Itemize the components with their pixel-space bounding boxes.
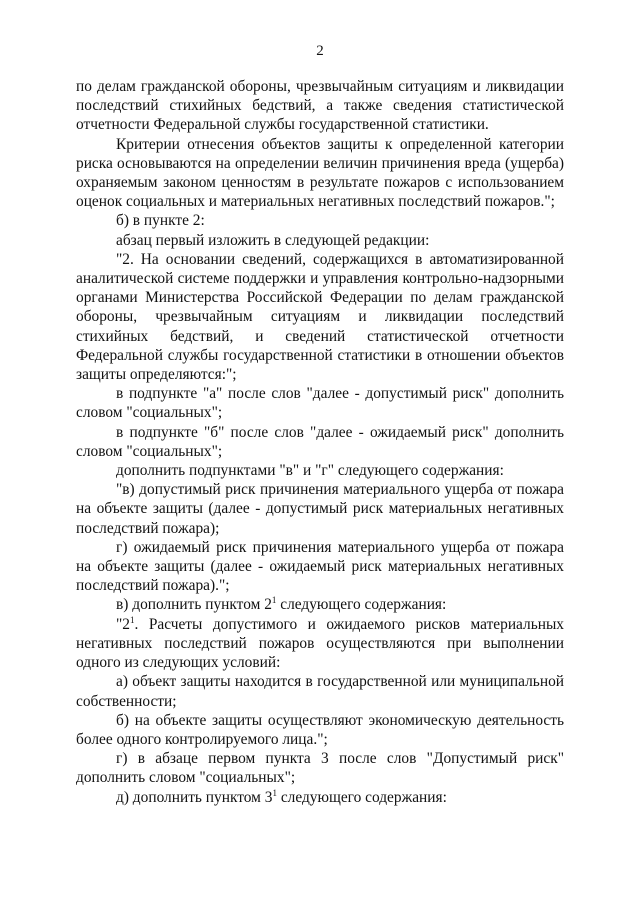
paragraph: д) дополнить пунктом $3^1$ следующего содержания: (116, 787, 447, 806)
paragraph: "2. На основании сведений, содержащихся в автоматизированной аналитической системе поддержки и управления контрольно-надзорными органами Министерства Российской Федерации по делам гражданской обороны, чрезвычайным ситуациям и ликвидации последствий стихийных бедствий, и сведений статистической отчетности Федеральной службы государственной статистики в отношении объектов защиты определяются:"; (76, 250, 564, 384)
paragraph: по делам гражданской обороны, чрезвычайным ситуациям и ликвидации последствий стихийных бедствий, а также сведения статистической отчетности Федеральной службы государственной статистики. (76, 78, 564, 134)
paragraph: б) на объекте защиты осуществляют экономическую деятельность более одного контролируемого лица."; (76, 711, 564, 748)
paragraph: а) объект защиты находится в государственной или муниципальной собственности; (76, 673, 564, 710)
paragraph: г) в абзаце первом пункта 3 после слов "Допустимый риск" дополнить словом "социальных"; (76, 750, 564, 787)
superscript: 1 (271, 595, 277, 606)
paragraph: г) ожидаемый риск причинения материального ущерба от пожара на объекте защиты (далее - ожидаемый риск материальных негативных последствий пожара)."; (76, 538, 564, 595)
superscript: 1 (129, 614, 135, 625)
paragraph: в) дополнить пунктом $2^1$ следующего содержания: (116, 595, 447, 614)
page-number: 2 (316, 43, 324, 59)
superscript: 1 (272, 787, 277, 798)
paragraph: в подпункте "а" после слов "далее - допустимый риск" дополнить словом "социальных"; (76, 385, 564, 422)
paragraph: Критерии отнесения объектов защиты к определенной категории риска основываются на определении величин причинения вреда (ущерба) охраняемым законом ценностям в результате пожаров с использованием оценок социальных и материальных негативных последствий пожаров."; (76, 135, 564, 211)
document-body (76, 77, 564, 807)
paragraph: б) в пункте 2: (116, 212, 205, 230)
paragraph: "$2^1$. Расчеты допустимого и ожидаемого рисков материальных негативных последствий пожаров осуществляются при выполнении одного из следующих условий: (76, 614, 564, 672)
paragraph: абзац первый изложить в следующей редакции: (116, 231, 430, 249)
paragraph: "в) допустимый риск причинения материального ущерба от пожара на объекте защиты (далее - допустимый риск материальных негативных последствий пожара); (76, 481, 564, 537)
paragraph: дополнить подпунктами "в" и "г" следующего содержания: (116, 462, 504, 480)
paragraph: в подпункте "б" после слов "далее - ожидаемый риск" дополнить словом "социальных"; (76, 423, 564, 460)
